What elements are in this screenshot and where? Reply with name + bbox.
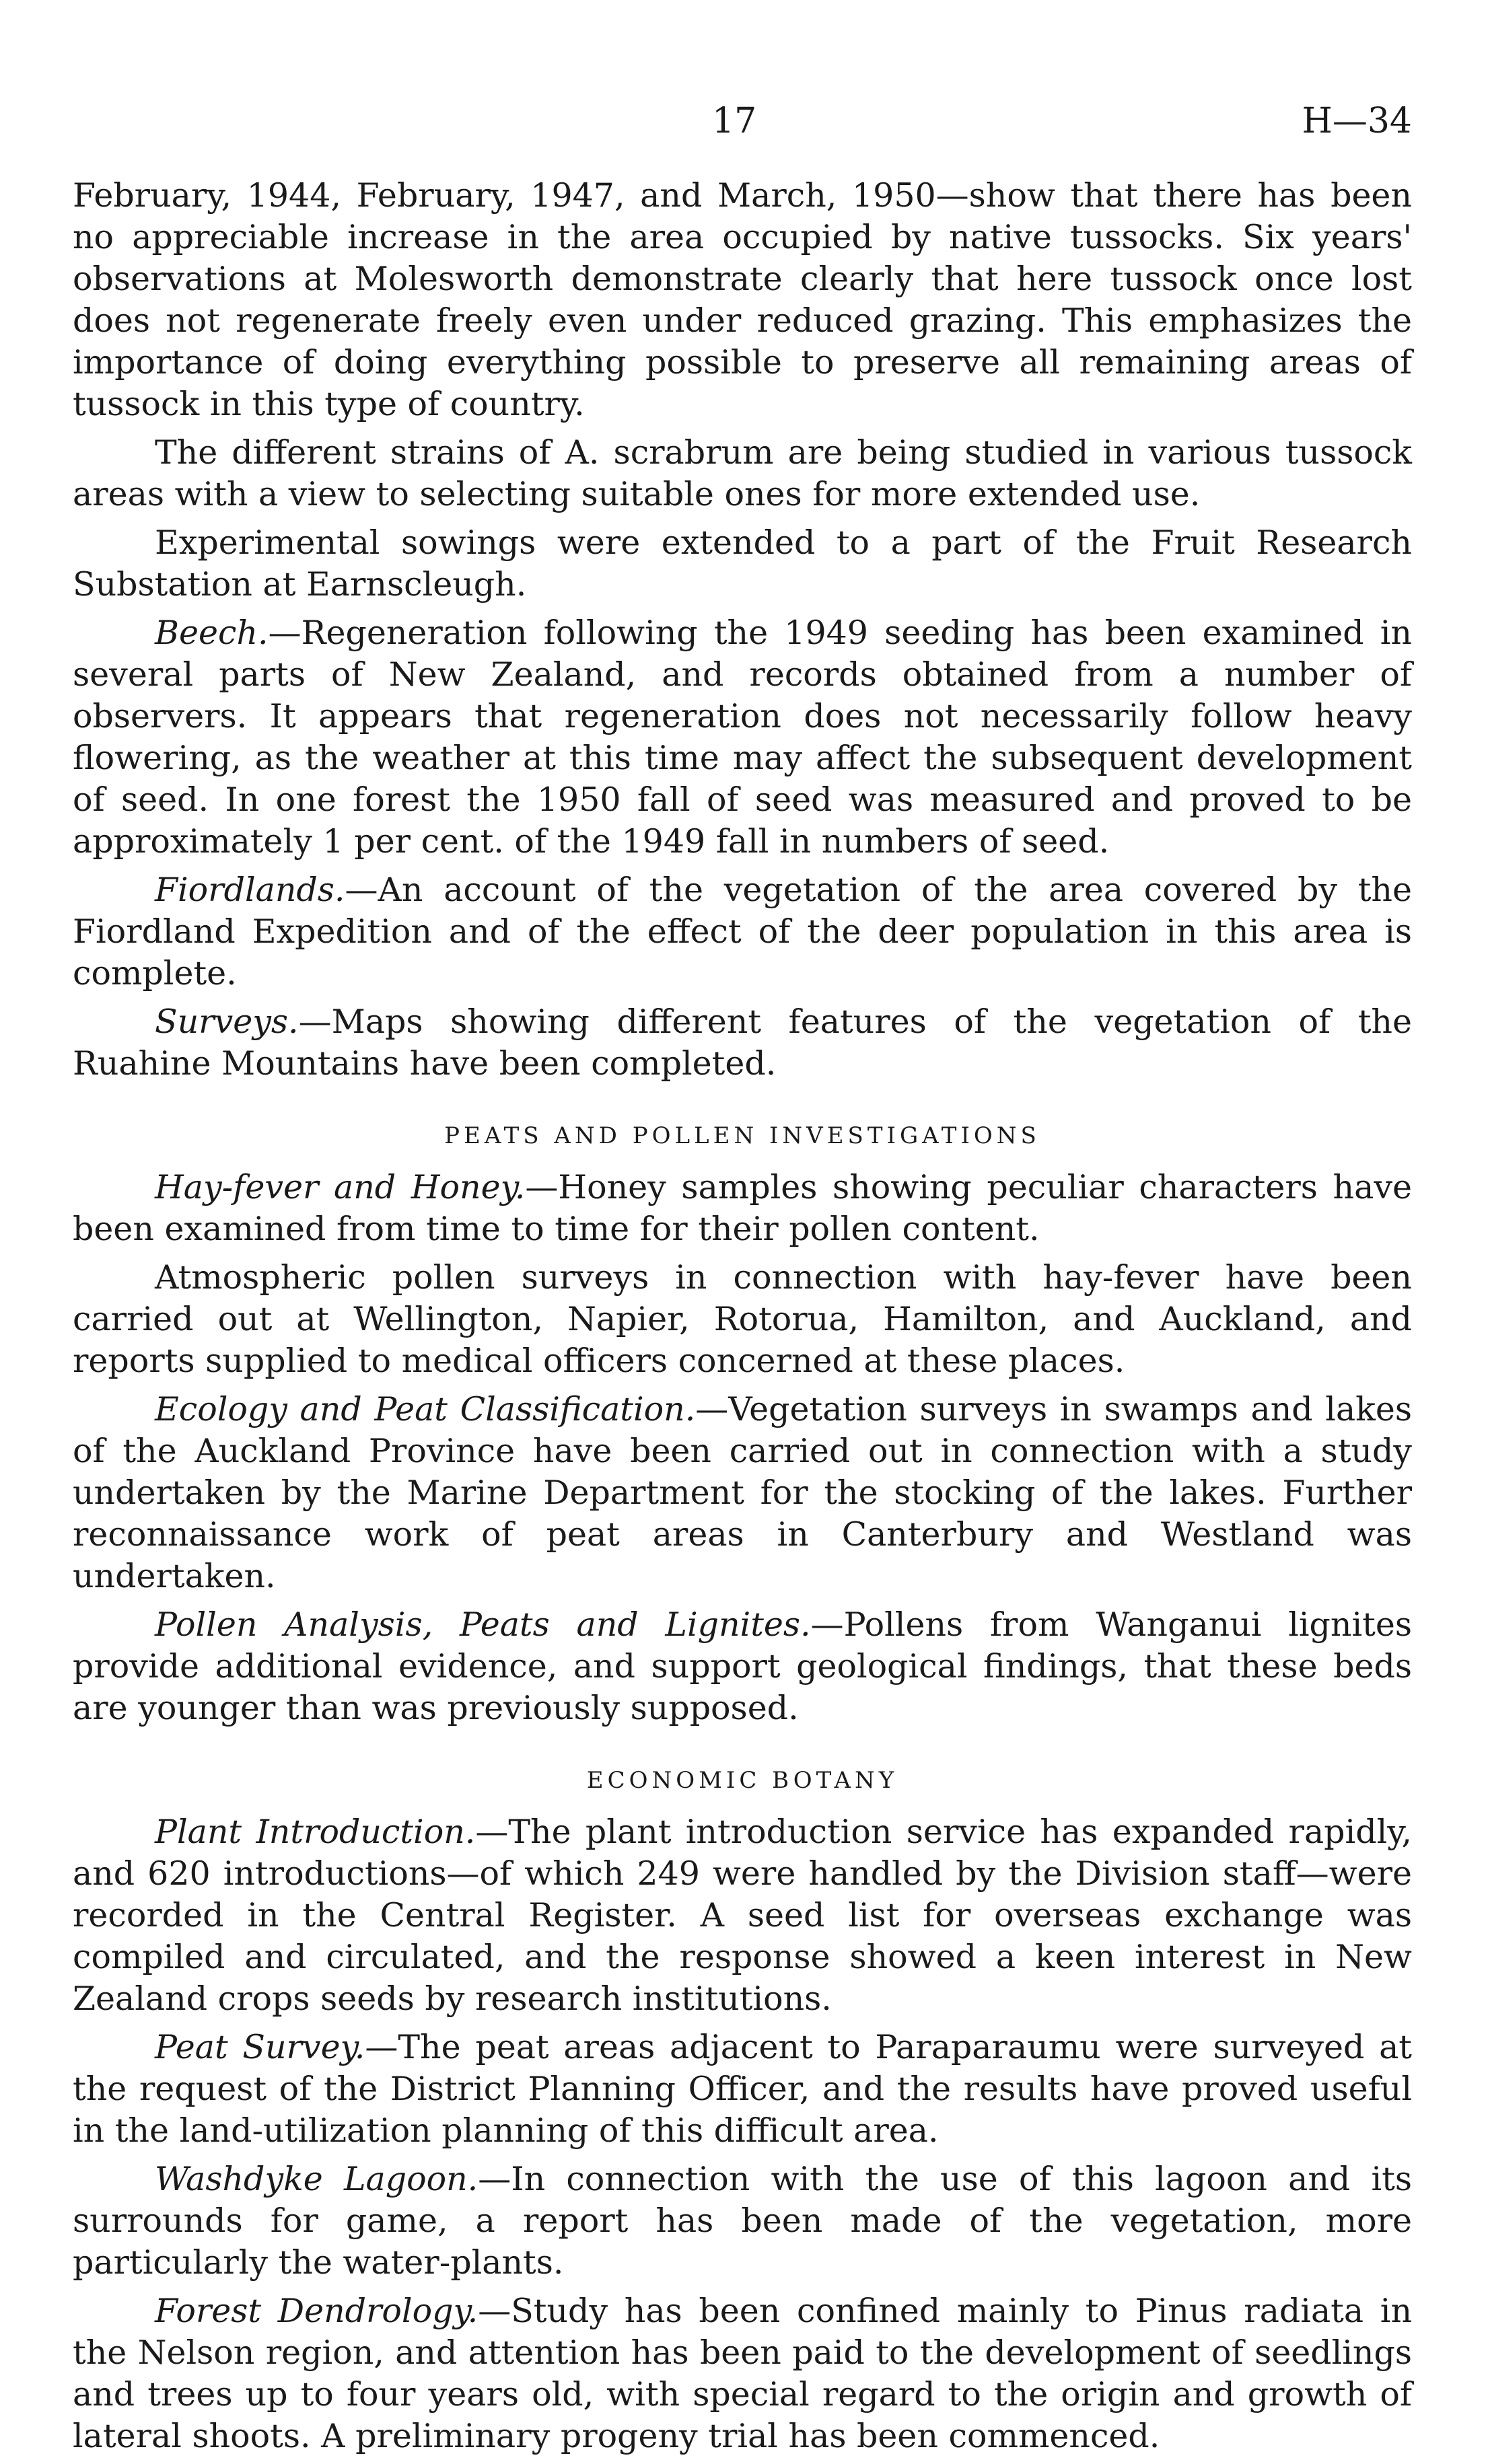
paragraph — [73, 1001, 1412, 1085]
paragraph-text: —Study has been confined mainly to Pinus radiata in the Nelson region, and attention has been paid to the development of seedlings and trees up to four years old, with special regard to the origin and growth of lateral shoots. A preliminary progeny trial has been commenced. — [73, 2292, 1412, 2455]
paragraph-lead: Forest Dendrology. — [155, 2292, 479, 2330]
paragraph-lead: Peat Survey. — [155, 2028, 365, 2066]
document-body — [73, 175, 1412, 2457]
paragraph-text: —Maps showing different features of the vegetation of the Ruahine Mountains have been completed. — [73, 1003, 1412, 1083]
paragraph — [73, 1604, 1412, 1729]
section-heading: PEATS AND POLLEN INVESTIGATIONS — [444, 1122, 1040, 1149]
paragraph — [73, 1389, 1412, 1597]
paragraph-lead: Fiordlands. — [155, 871, 345, 909]
page-number: 17 — [712, 101, 757, 141]
paragraph-text: Experimental sowings were extended to a part of the Fruit Research Substation at Earnscleugh. — [73, 523, 1412, 604]
paragraph-lead: Washdyke Lagoon. — [155, 2160, 479, 2198]
paragraph-text: —An account of the vegetation of the area covered by the Fiordland Expedition and of the effect of the deer population in this area is complete. — [73, 871, 1412, 992]
paragraph-text: The different strains of A. scrabrum are being studied in various tussock areas with a view to selecting suitable ones for more extended use. — [73, 433, 1412, 513]
document-page — [73, 101, 1412, 2464]
paragraph — [73, 2027, 1412, 2152]
paragraph — [73, 2290, 1412, 2457]
paragraph-lead: Surveys. — [155, 1003, 299, 1041]
document-code: H—34 — [1302, 101, 1412, 141]
paragraph-text: February, 1944, February, 1947, and March, 1950—show that there has been no appreciable increase in the area occupied by native tussocks. Six years' observations at Molesworth demonstrate clearly that here tussock once lost does not regenerate freely even under reduced grazing. This emphasizes the importance of doing everything possible to preserve all remaining areas of tussock in this type of country. — [73, 176, 1412, 423]
paragraph — [73, 612, 1412, 863]
paragraph-text: —The plant introduction service has expanded rapidly, and 620 introductions—of which 249 were handled by the Division staff—were recorded in the Central Register. A seed list for overseas exchange was compiled and circulated, and the response showed a keen interest in New Zealand crops seeds by research institutions. — [73, 1813, 1412, 2018]
paragraph-text: Atmospheric pollen surveys in connection with hay-fever have been carried out at Wellington, Napier, Rotorua, Hamilton, and Auckland, and reports supplied to medical officers concerned at these places. — [73, 1258, 1412, 1380]
paragraph — [73, 1257, 1412, 1382]
paragraph-text: —In connection with the use of this lagoon and its surrounds for game, a report has been made of the vegetation, more particularly the water-plants. — [73, 2160, 1412, 2282]
paragraph — [73, 869, 1412, 994]
page-header — [73, 101, 1412, 175]
paragraph-lead: Beech. — [155, 614, 269, 652]
paragraph — [73, 175, 1412, 425]
paragraph-lead: Plant Introduction. — [155, 1813, 476, 1851]
paragraph — [73, 522, 1412, 606]
paragraph-text: —The peat areas adjacent to Paraparaumu were surveyed at the request of the District Planning Officer, and the results have proved useful in the land-utilization planning of this difficult area. — [73, 2028, 1412, 2150]
paragraph-text: —Honey samples showing peculiar characters have been examined from time to time for their pollen content. — [73, 1168, 1413, 1248]
paragraph-lead: Ecology and Peat Classification. — [155, 1390, 696, 1428]
paragraph — [73, 1811, 1412, 2020]
paragraph — [73, 1167, 1412, 1250]
paragraph-text: —Pollens from Wanganui lignites provide additional evidence, and support geological findings, that these beds are younger than was previously supposed. — [73, 1605, 1412, 1727]
paragraph-text: —Vegetation surveys in swamps and lakes of the Auckland Province have been carried out in connection with a study undertaken by the Marine Department for the stocking of the lakes. Further reconnaissance work of peat areas in Canterbury and Westland was undertaken. — [73, 1390, 1412, 1595]
paragraph — [73, 2159, 1412, 2284]
paragraph-lead: Hay-fever and Honey. — [155, 1168, 526, 1206]
section-heading: ECONOMIC BOTANY — [586, 1767, 898, 1794]
paragraph — [73, 432, 1412, 515]
paragraph-lead: Pollen Analysis, Peats and Lignites. — [155, 1605, 811, 1644]
paragraph-text: —Regeneration following the 1949 seeding has been examined in several parts of New Zealand, and records obtained from a number of observers. It appears that regeneration does not necessarily follow heavy flowering, as the weather at this time may affect the subsequent development of seed. In one forest the 1950 fall of seed was measured and proved to be approximately 1 per cent. of the 1949 fall in numbers of seed. — [73, 614, 1412, 861]
